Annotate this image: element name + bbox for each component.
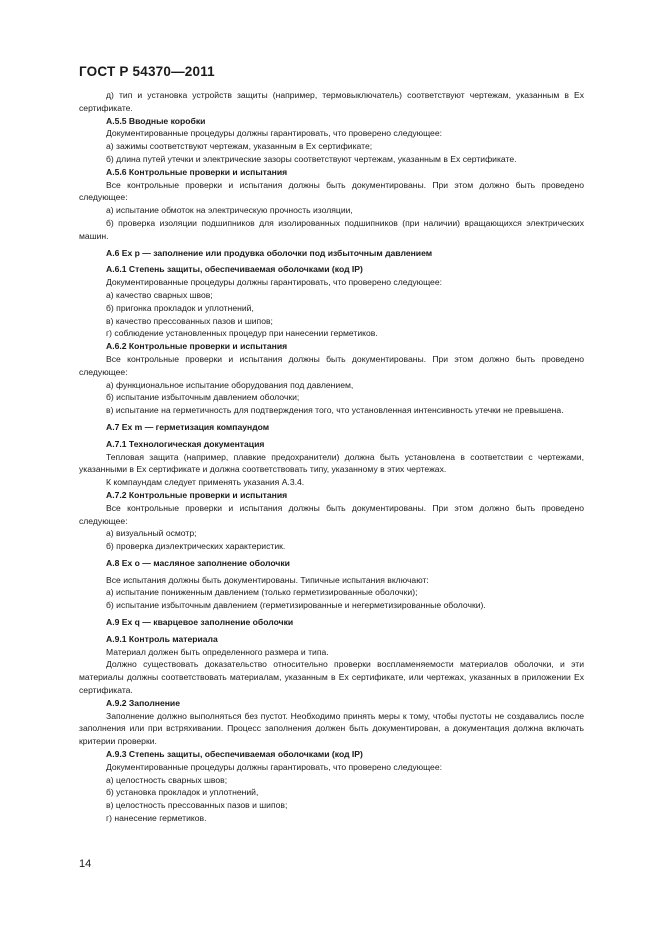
list-item: б) пригонка прокладок и уплотнений, [106,302,254,313]
list-item: в) испытание на герметичность для подтверждения того, что установленная интенсивность утечки не превышена. [106,405,564,416]
section-heading: А.7.2 Контрольные проверки и испытания [106,489,288,500]
paragraph: Все контрольные проверки и испытания должны быть документированы. При этом должно быть проведено следующее: [79,502,584,526]
paragraph: Все испытания должны быть документированы. Типичные испытания включают: [106,574,429,585]
list-item: г) соблюдение установленных процедур при нанесении герметиков. [106,328,378,339]
list-item: а) функциональное испытание оборудования под давлением, [106,379,354,390]
list-item: б) установка прокладок и уплотнений, [106,787,259,798]
paragraph: Материал должен быть определенного размера и типа. [106,646,329,657]
section-heading: А.9.3 Степень защиты, обеспечиваемая оболочками (код IP) [106,749,363,760]
section-heading: А.9 Ех q — кварцевое заполнение оболочки [106,617,294,628]
list-item: д) тип и установка устройств защиты (например, термовыключатель) соответствуют чертежам, указанным в Ех сертификате. [79,90,584,113]
list-item: а) визуальный осмотр; [106,528,197,539]
section-heading: А.6 Ех р — заполнение или продувка оболочки под избыточным давлением [106,247,433,258]
section-heading: А.7.1 Технологическая документация [106,438,265,449]
list-item: б) испытание избыточным давлением (герметизированные и негерметизированные оболочки). [106,600,486,611]
page-number: 14 [79,858,92,870]
list-item: а) испытание пониженным давлением (только герметизированные оболочки); [106,587,418,598]
list-item: б) проверка изоляции подшипников для изолированных подшипников (при наличии) вращающихся электрических машин. [79,217,584,241]
paragraph: Документированные процедуры должны гарантировать, что проверено следующее: [106,128,442,139]
paragraph: Должно существовать доказательство относительно проверки воспламеняемости материалов оболочки, и эти материалы должны соответствовать материалам, указанным в Ех сертификате, или чертежах, указанных в приложении Ех сертификата. [79,659,584,696]
section-heading: А.5.6 Контрольные проверки и испытания [106,166,288,177]
section-heading: А.6.1 Степень защиты, обеспечиваемая оболочками (код IP) [106,264,363,275]
list-item: в) целостность прессованных пазов и шипов; [106,800,288,811]
paragraph: К компаундам следует применять указания А.3.4. [106,477,305,488]
paragraph: Тепловая защита (например, плавкие предохранители) должна быть установлена в соответствии с чертежами, указанными в Ех сертификате и должна соответствовать типу, указанному в этих чертежах. [79,451,584,475]
section-heading: А.7 Ех m — герметизация компаундом [106,421,270,432]
list-item: г) нанесение герметиков. [106,813,207,824]
section-heading: А.9.1 Контроль материала [106,633,218,644]
section-heading: А.6.2 Контрольные проверки и испытания [106,341,288,352]
list-item: б) испытание избыточным давлением оболочки; [106,392,300,403]
section-heading: А.9.2 Заполнение [106,697,180,708]
paragraph: Все контрольные проверки и испытания должны быть документированы. При этом должно быть проведено следующее: [79,353,584,377]
list-item: а) зажимы соответствуют чертежам, указанным в Ех сертификате; [106,141,373,152]
list-item: а) испытание обмоток на электрическую прочность изоляции, [106,205,353,216]
section-heading: А.5.5 Вводные коробки [106,115,206,126]
list-item: а) целостность сварных швов; [106,774,228,785]
list-item: б) проверка диэлектрических характеристик. [106,541,286,552]
list-item: а) качество сварных швов; [106,289,213,300]
paragraph: Документированные процедуры должны гарантировать, что проверено следующее: [106,761,442,772]
paragraph: Заполнение должно выполняться без пустот. Необходимо принять меры к тому, чтобы пустоты не создавались после заполнения или при встряхивании. Процесс заполнения должен быть документирован, а документация должна включать критерии проверки. [79,710,584,747]
list-item: в) качество прессованных пазов и шипов; [106,315,273,326]
paragraph: Все контрольные проверки и испытания должны быть документированы. При этом должно быть проведено следующее: [79,179,584,203]
document-body [79,89,584,825]
paragraph: Документированные процедуры должны гарантировать, что проверено следующее: [106,277,442,288]
page-header-standard-number: ГОСТ Р 54370—2011 [79,64,215,79]
section-heading: А.8 Ех о — масляное заполнение оболочки [106,557,290,568]
list-item: б) длина путей утечки и электрические зазоры соответствуют чертежам, указанным в Ех сертификате. [106,153,517,164]
